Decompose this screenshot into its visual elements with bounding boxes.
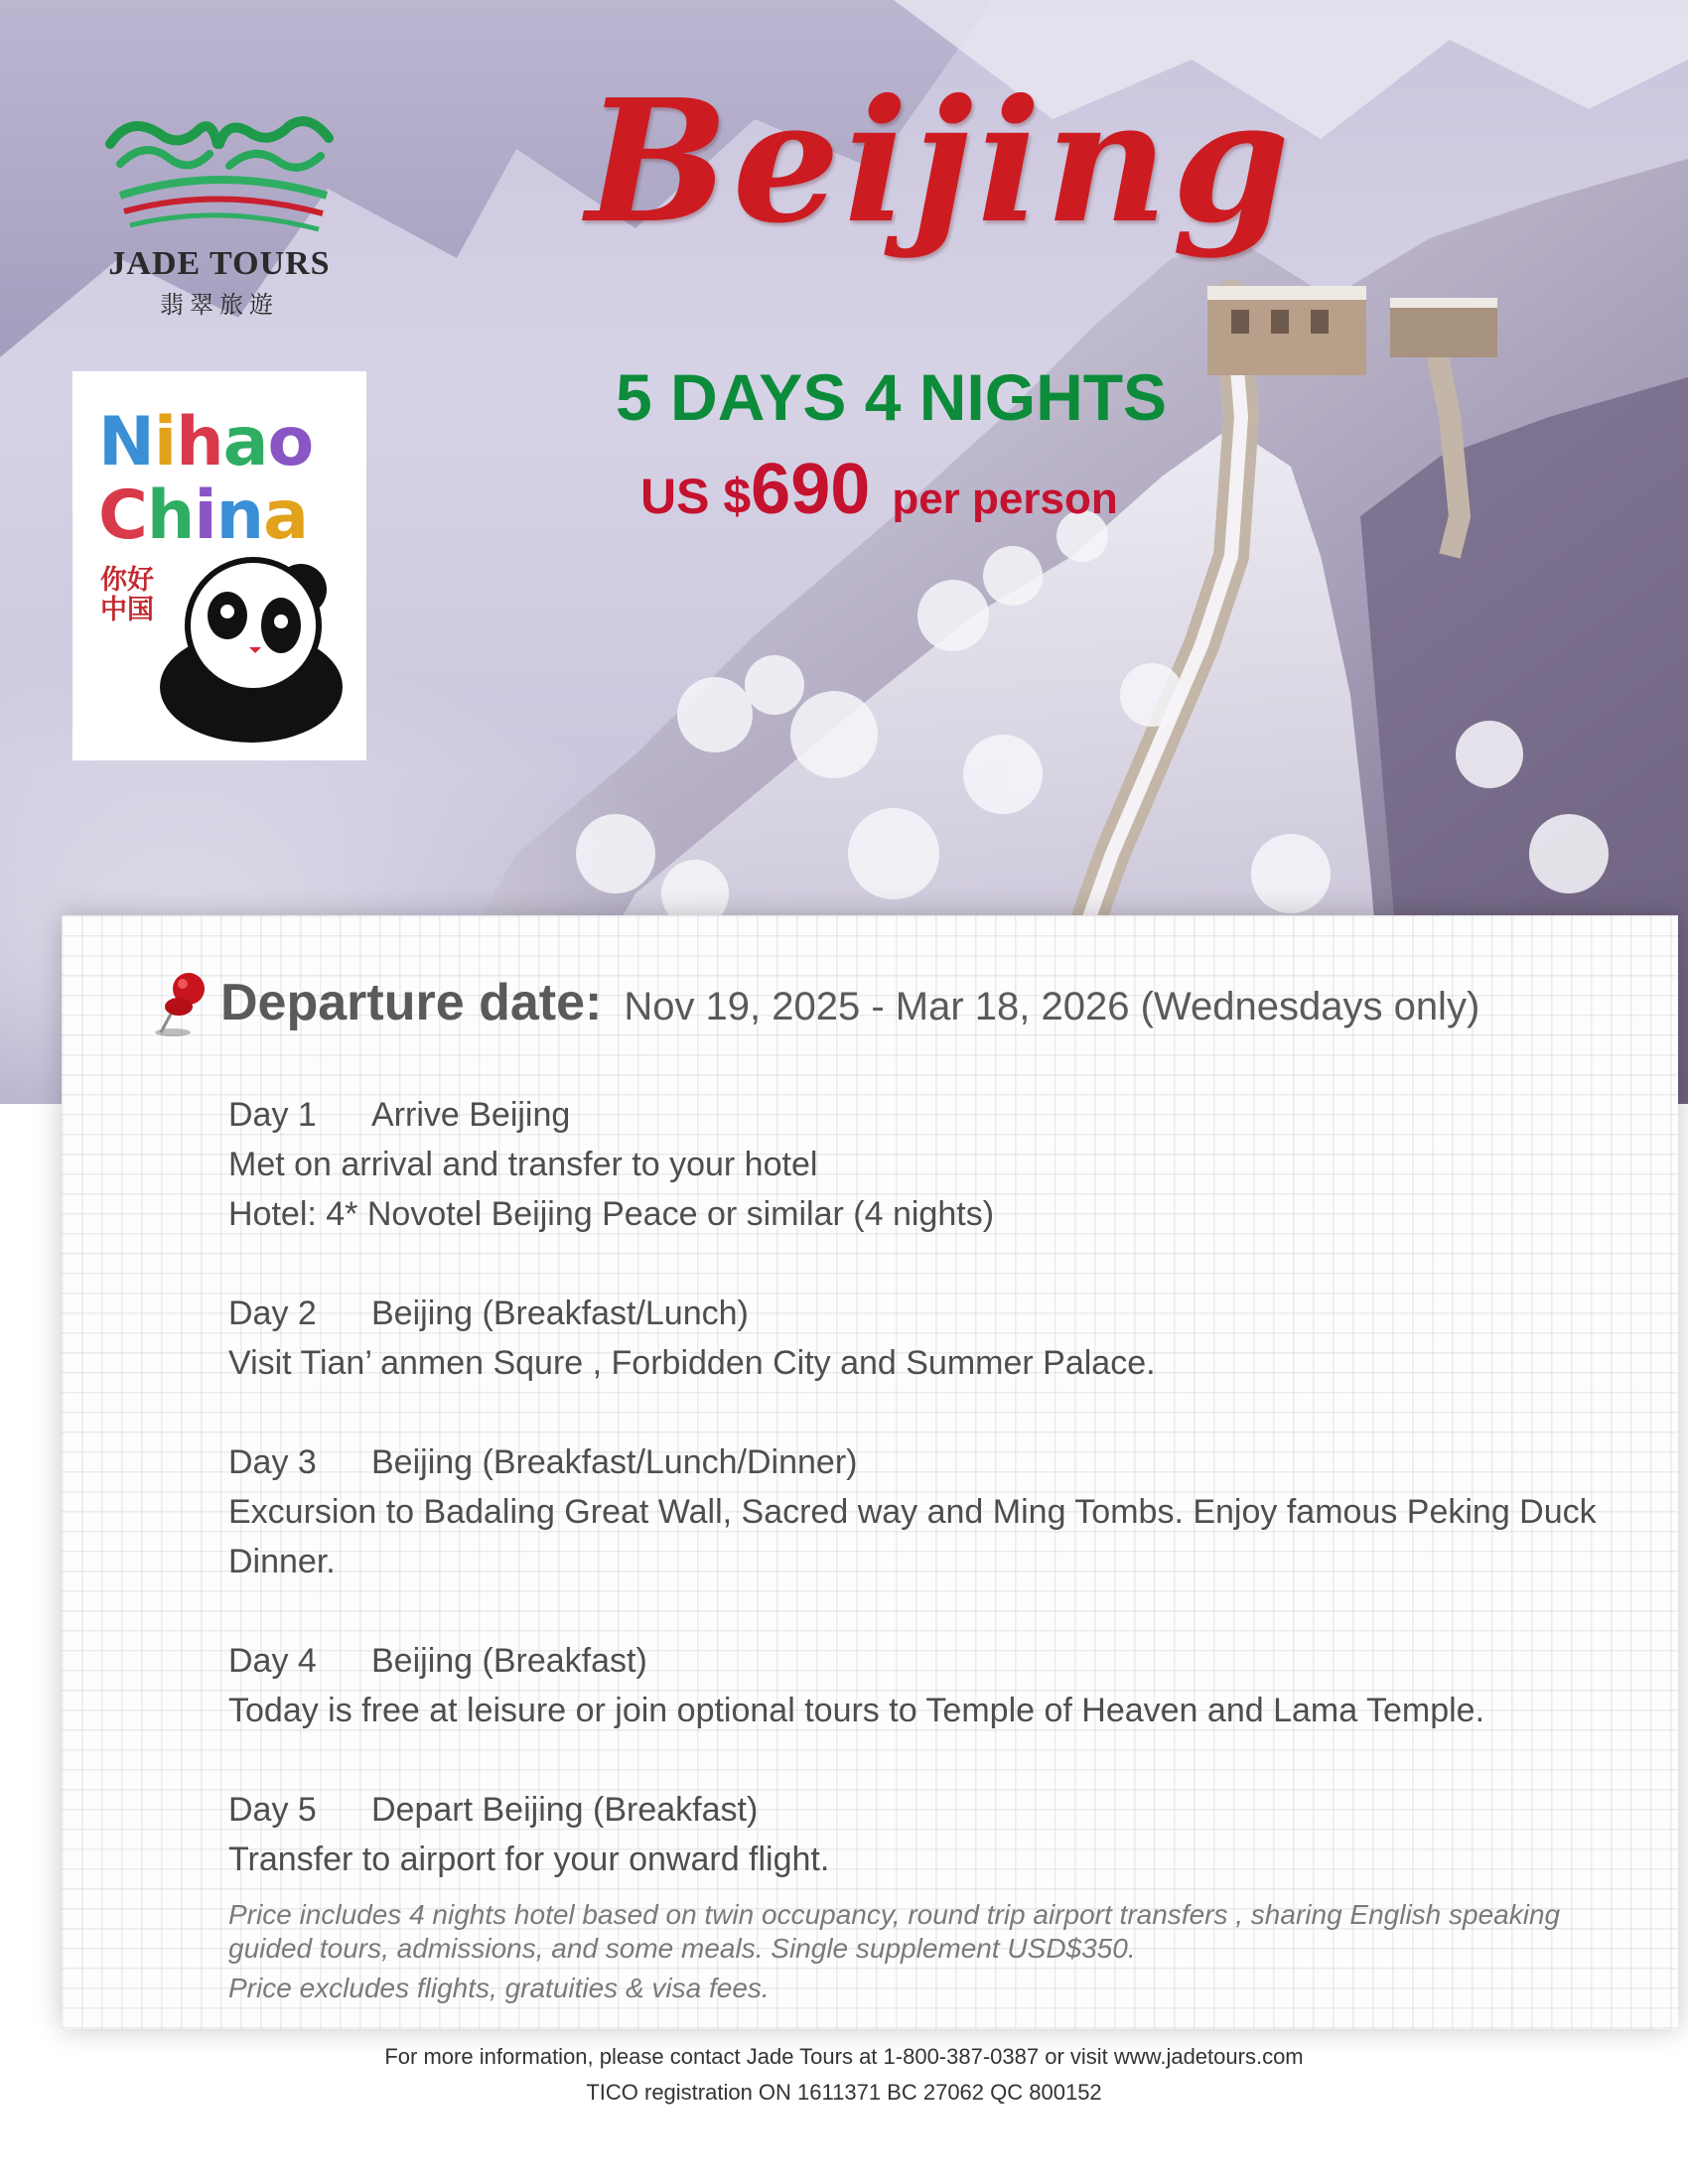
day-title: Beijing (Breakfast/Lunch) [371,1295,749,1332]
badge-text [98,403,313,481]
price-prefix: US $ [640,469,752,524]
itinerary-day [228,1785,1638,1884]
price-notes [228,1898,1638,2005]
day-number: Day 3 [228,1443,317,1481]
price-line [640,449,1118,530]
price-includes-note: Price includes 4 nights hotel based on twin occupancy, round trip airport transfers , sharing English speaking guided tours, admissions, and some meals. Single supplement USD$350. [228,1899,1561,1964]
registration-info: TICO registration ON 1611371 BC 27062 QC 800152 [586,2080,1102,2105]
day-title: Beijing (Breakfast) [371,1642,647,1680]
destination-title: Beijing [586,63,1294,261]
trip-duration: 5 DAYS 4 NIGHTS [616,360,1168,434]
day-number: Day 4 [228,1642,317,1680]
panda-icon [132,538,360,747]
badge-letter: o [267,403,314,481]
day-title: Depart Beijing (Breakfast) [371,1791,759,1829]
badge-letter: N [98,403,154,481]
pushpin-icon [153,967,214,1046]
departure-value: Nov 19, 2025 - Mar 18, 2026 (Wednesdays only) [624,985,1480,1028]
day-number: Day 2 [228,1295,317,1332]
nihao-china-badge [72,371,366,760]
day-description: Visit Tian’ anmen Squre , Forbidden City and Summer Palace. [228,1344,1156,1382]
day-description: Met on arrival and transfer to your hotel [228,1146,818,1183]
itinerary-day [228,1636,1638,1735]
day-title: Beijing (Breakfast/Lunch/Dinner) [371,1443,858,1481]
badge-letter: a [222,403,268,481]
badge-letter: a [263,477,308,555]
day-description: Hotel: 4* Novotel Beijing Peace or similar (4 nights) [228,1195,995,1233]
badge-letter: h [176,403,223,481]
jade-dragon-logo-icon [100,104,339,243]
itinerary-day [228,1437,1638,1586]
badge-letter: n [215,477,264,555]
brand-name-chinese: 翡翠旅遊 [160,291,279,319]
badge-word-nihao [98,403,314,481]
day-description: Transfer to airport for your onward flight. [228,1841,830,1878]
jade-tours-logo [95,104,344,323]
brand-name: JADE TOURS [108,245,331,282]
departure-label: Departure date: [220,974,603,1031]
departure-date-line [220,973,1479,1032]
price-excludes-note: Price excludes flights, gratuities & visa fees. [228,1973,770,2003]
day-title: Arrive Beijing [371,1096,571,1134]
day-description: Today is free at leisure or join optional tours to Temple of Heaven and Lama Temple. [228,1692,1485,1729]
day-number: Day 1 [228,1096,317,1134]
badge-letter: C [98,477,147,555]
badge-seal-text: 你好中国 [100,565,154,625]
price-suffix: per person [892,475,1118,523]
day-number: Day 5 [228,1791,317,1829]
itinerary-card [62,915,1678,2029]
footer [0,2039,1688,2111]
badge-letter: i [153,403,177,481]
price-amount: 690 [751,450,871,529]
itinerary-day [228,1090,1638,1239]
contact-info: For more information, please contact Jade Tours at 1-800-387-0387 or visit www.jadetours.com [384,2044,1304,2069]
day-description: Excursion to Badaling Great Wall, Sacred way and Ming Tombs. Enjoy famous Peking Duck Dinner. [228,1493,1597,1580]
itinerary-day [228,1289,1638,1388]
badge-letter: i [194,477,216,555]
badge-letter: h [146,477,195,555]
